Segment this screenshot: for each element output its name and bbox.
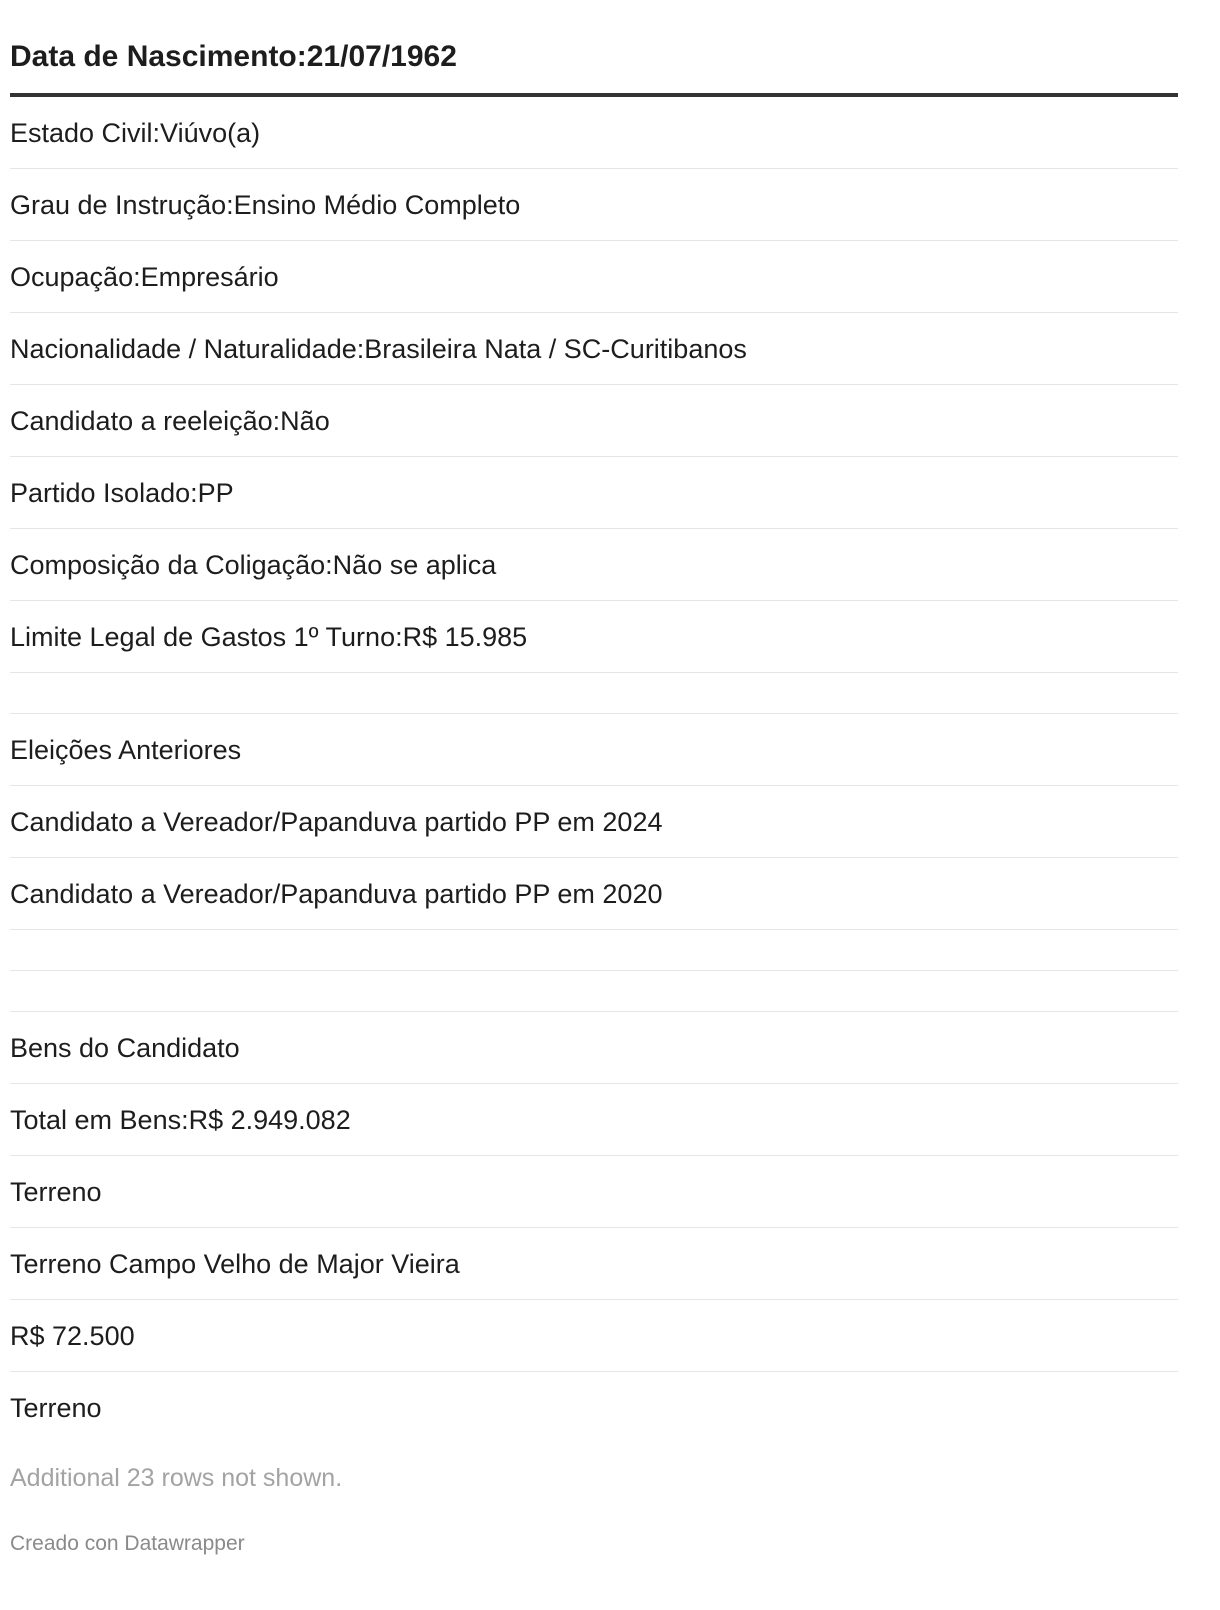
row-text: Composição da Coligação:Não se aplica — [10, 549, 497, 580]
row-text: Terreno — [10, 1393, 102, 1423]
table-row — [10, 714, 1178, 786]
row-text: Terreno — [10, 1176, 102, 1207]
table-row — [10, 241, 1178, 313]
table-row — [10, 786, 1178, 858]
table-row — [10, 858, 1178, 930]
row-text: Terreno Campo Velho de Major Vieira — [10, 1248, 460, 1279]
table-row-empty — [10, 971, 1178, 1012]
table-row — [10, 313, 1178, 385]
table-row — [10, 1300, 1178, 1372]
data-table — [10, 0, 1178, 1444]
table-row — [10, 1012, 1178, 1084]
table-row — [10, 385, 1178, 457]
row-text: Partido Isolado:PP — [10, 477, 234, 508]
header-label: Data de Nascimento:21/07/1962 — [10, 40, 457, 73]
row-text: Candidato a Vereador/Papanduva partido PP em 2024 — [10, 806, 663, 837]
table-row — [10, 1156, 1178, 1228]
row-text: Estado Civil:Viúvo(a) — [10, 117, 261, 148]
table-row — [10, 601, 1178, 673]
table-row — [10, 457, 1178, 529]
datawrapper-credit: Creado con Datawrapper — [10, 1532, 245, 1555]
row-text: Grau de Instrução:Ensino Médio Completo — [10, 189, 521, 220]
row-text: Eleições Anteriores — [10, 734, 242, 765]
row-text: Nacionalidade / Naturalidade:Brasileira Nata / SC-Curitibanos — [10, 333, 747, 364]
table-row — [10, 529, 1178, 601]
table-row-empty — [10, 930, 1178, 971]
table-row — [10, 1228, 1178, 1300]
row-text: Ocupação:Empresário — [10, 261, 279, 292]
row-text: Total em Bens:R$ 2.949.082 — [10, 1104, 351, 1135]
row-text: R$ 72.500 — [10, 1320, 135, 1351]
row-text: Candidato a reeleição:Não — [10, 405, 330, 436]
table-row — [10, 169, 1178, 241]
rows-not-shown-note: Additional 23 rows not shown. — [10, 1464, 343, 1492]
row-text: Candidato a Vereador/Papanduva partido PP em 2020 — [10, 878, 663, 909]
row-text: Limite Legal de Gastos 1º Turno:R$ 15.985 — [10, 621, 528, 652]
table-row — [10, 97, 1178, 169]
table-row — [10, 1084, 1178, 1156]
table-row — [10, 1372, 1178, 1444]
table-header — [10, 0, 1178, 97]
row-text: Bens do Candidato — [10, 1032, 240, 1063]
table-row-empty — [10, 673, 1178, 714]
